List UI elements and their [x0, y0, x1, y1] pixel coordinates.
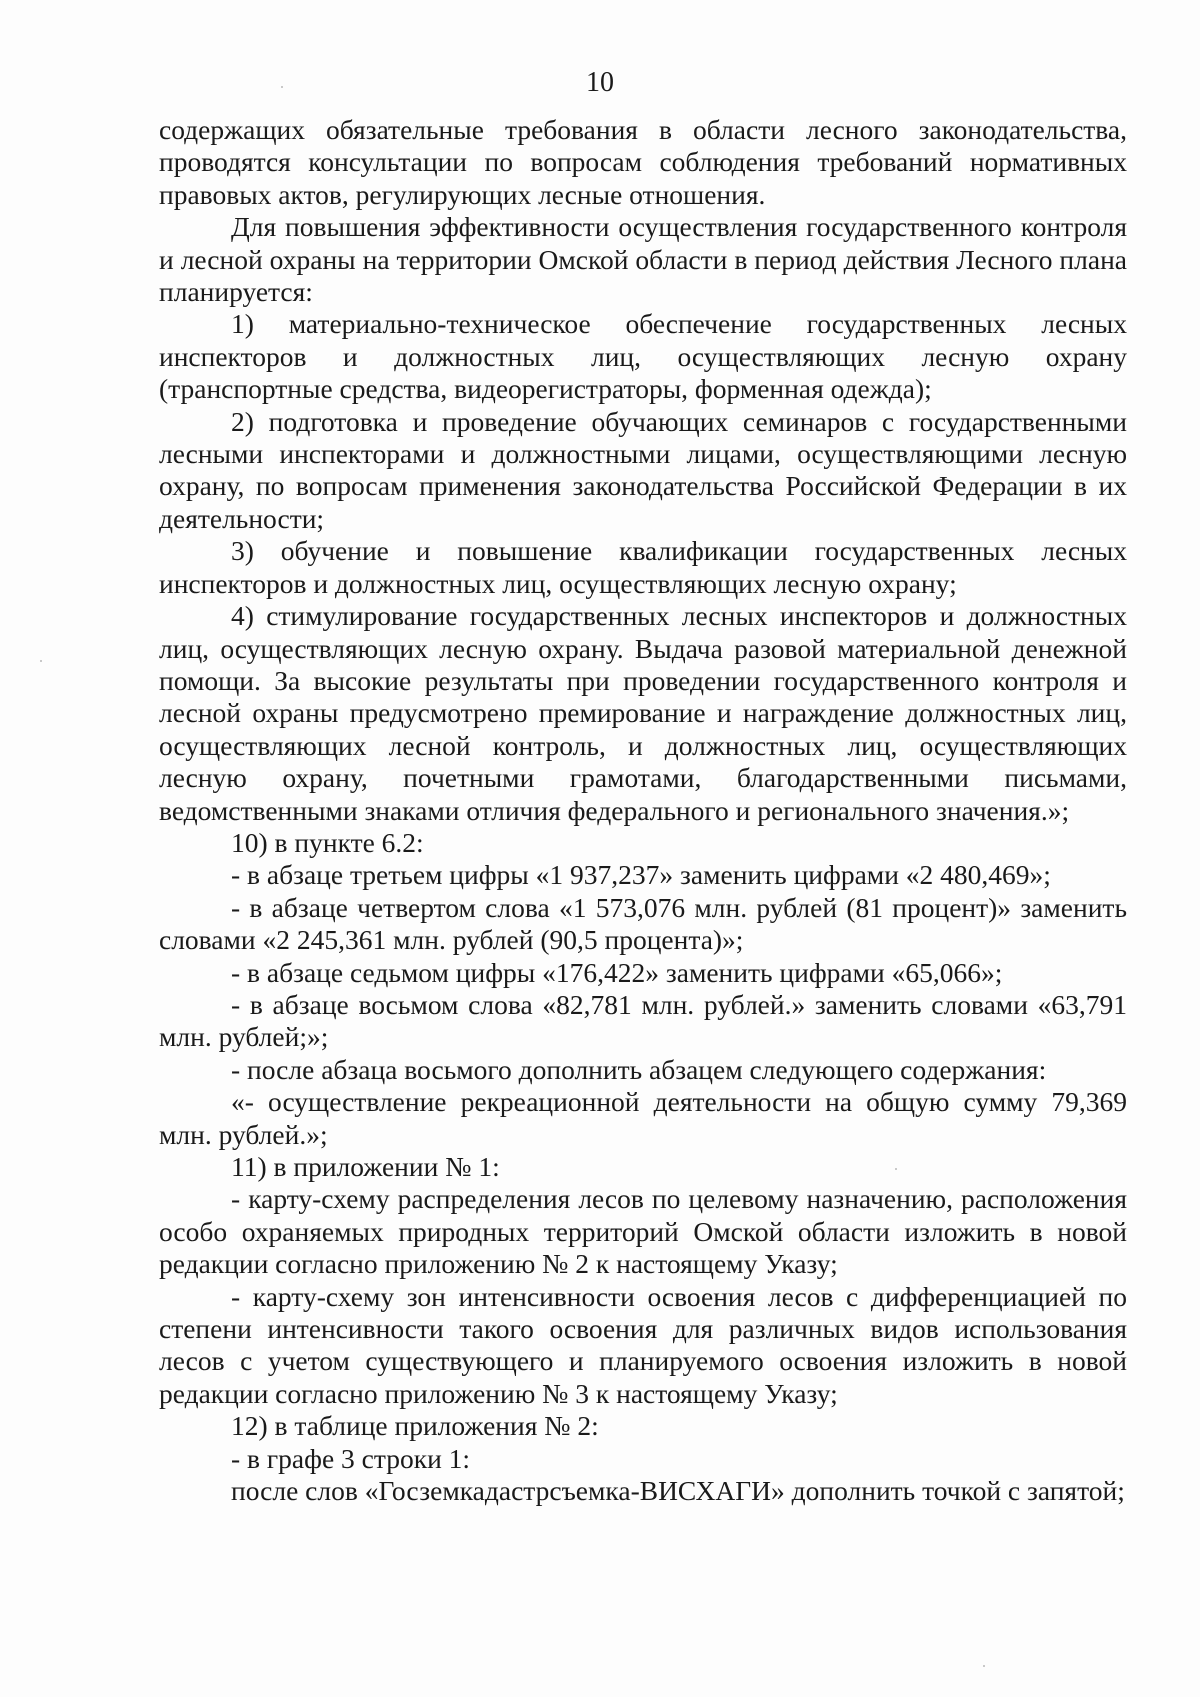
scan-speck — [895, 1168, 897, 1170]
paragraph-continuation: содержащих обязательные требования в области лесного законодательства, проводятся консультации по вопросам соблюдения требований нормативных правовых актов, регулирующих лесные отношения. — [159, 114, 1127, 210]
amendment-12-item-1: - в графе 3 строки 1: — [231, 1442, 471, 1474]
amendment-10-quote: «- осуществление рекреационной деятельности на общую сумму 79,369 млн. рублей.»; — [159, 1086, 1127, 1150]
amendment-10-item-2: - в абзаце четвертом слова «1 573,076 млн. рублей (81 процент)» заменить словами «2 245,361 млн. рублей (90,5 процента)»; — [159, 891, 1127, 956]
amendment-10-item-4: - в абзаце восьмом слова «82,781 млн. рублей.» заменить словами «63,791 млн. рублей;»; — [159, 988, 1127, 1053]
list-item-2: 2) подготовка и проведение обучающих семинаров с государственными лесными инспекторами и должностными лицами, осуществляющими лесную охрану, по вопросам применения законодательства Российской Федерации в их деятельности; — [159, 405, 1127, 534]
paragraph-intro: Для повышения эффективности осуществления государственного контроля и лесной охраны на территории Омской области в период действия Лесного плана планируется: — [159, 211, 1127, 308]
scan-speck — [983, 1665, 985, 1667]
amendment-12-item-2: после слов «Госземкадастрсъемка-ВИСХАГИ» дополнить точкой с запятой; — [231, 1475, 1125, 1507]
amendment-10-heading: 10) в пункте 6.2: — [231, 826, 424, 858]
amendment-11-heading: 11) в приложении № 1: — [231, 1151, 500, 1182]
page-number: 10 — [586, 67, 614, 98]
amendment-12-heading: 12) в таблице приложения № 2: — [231, 1410, 599, 1442]
amendment-10-item-5: - после абзаца восьмого дополнить абзацем следующего содержания: — [231, 1053, 1047, 1085]
list-item-4: 4) стимулирование государственных лесных инспекторов и должностных лиц, осуществляющих лесную охрану. Выдача разовой материальной денежной помощи. За высокие результаты при проведении государственного контроля и лесной охраны предусмотрено премирование и награждение должностных лиц, осуществляющих лесной контроль, и должностных лиц, осуществляющих лесную охрану, почетными грамотами, благодарственными письмами, ведомственными знаками отличия федерального и регионального значения.»; — [159, 600, 1127, 826]
amendment-10-item-1: - в абзаце третьем цифры «1 937,237» заменить цифрами «2 480,469»; — [231, 859, 1051, 891]
scan-speck — [40, 660, 42, 662]
scan-speck — [281, 86, 283, 88]
amendment-11-item-1: - карту-схему распределения лесов по целевому назначению, расположения особо охраняемых природных территорий Омской области изложить в новой редакции согласно приложению № 2 к настоящему Указу; — [159, 1183, 1127, 1280]
document-body — [159, 114, 1127, 1507]
amendment-11-item-2: - карту-схему зон интенсивности освоения лесов с дифференциацией по степени интенсивности такого освоения для различных видов использования лесов с учетом существующего и планируемого освоения изложить в новой редакции согласно приложению № 3 к настоящему Указу; — [159, 1280, 1127, 1409]
list-item-1: 1) материально-техническое обеспечение государственных лесных инспекторов и должностных лиц, осуществляющих лесную охрану (транспортные средства, видеорегистраторы, форменная одежда); — [159, 308, 1127, 405]
amendment-10-item-3: - в абзаце седьмом цифры «176,422» заменить цифрами «65,066»; — [231, 956, 1003, 988]
list-item-3: 3) обучение и повышение квалификации государственных лесных инспекторов и должностных лиц, осуществляющих лесную охрану; — [159, 535, 1127, 599]
